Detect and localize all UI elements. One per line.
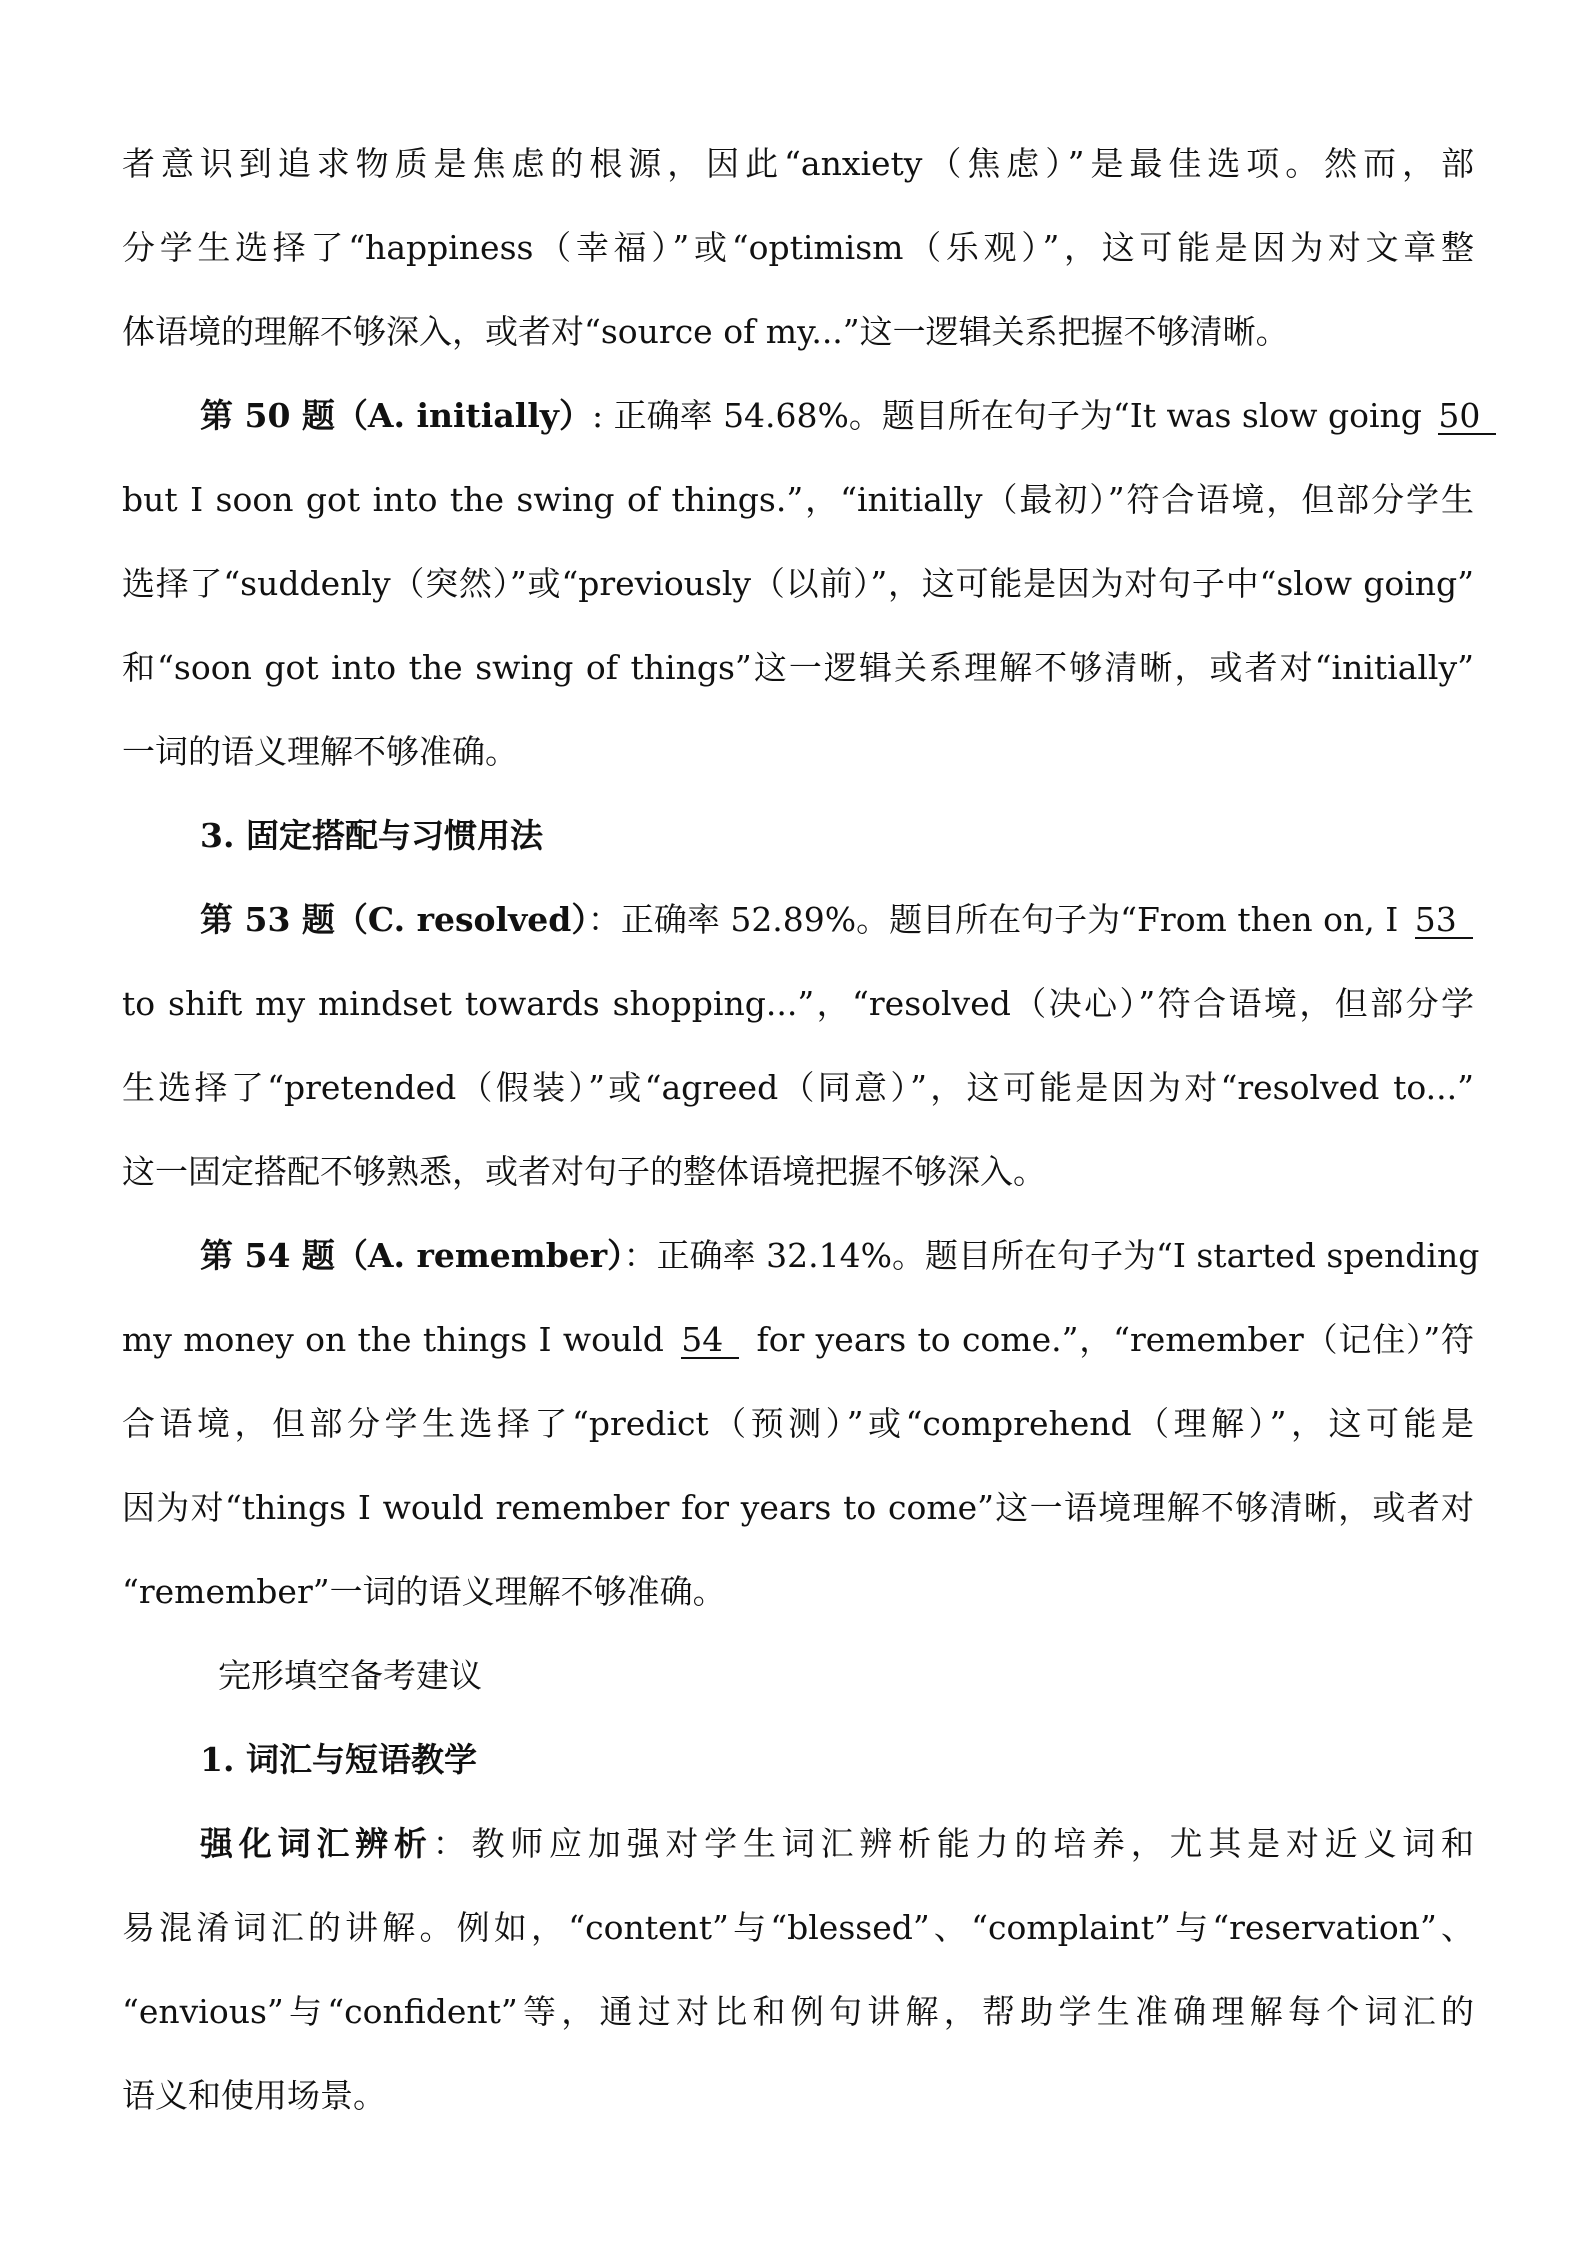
q54-first-line: [200, 1234, 1480, 1278]
q50-text: : 正确率 54.68%。题目所在句子为“It was slow going: [591, 396, 1433, 435]
q53-first-line: [200, 898, 1474, 942]
section-heading-1: 1. 词汇与短语教学: [200, 1740, 477, 1779]
advice-heading: 完形填空备考建议: [218, 1656, 482, 1695]
vocab-text: ：教师应加强对学生词汇辨析能力的培养，尤其是对近义词和: [432, 1824, 1474, 1863]
q53-label: 第 53 题（C. resolved）: [200, 900, 588, 939]
paragraph-line: “remember”一词的语义理解不够准确。: [122, 1572, 726, 1611]
q54-text-a: my money on the things I would: [122, 1320, 676, 1359]
q50-label: 第 50 题（A. initially）: [200, 396, 592, 435]
blank-50: 50: [1438, 399, 1496, 435]
paragraph-line: 语义和使用场景。: [122, 2076, 386, 2115]
paragraph-line: to shift my mindset towards shopping...”，“resolved（决心）”符合语境，但部分学: [122, 984, 1474, 1023]
q54-text-b: for years to come.”，“remember（记住）”符: [745, 1320, 1474, 1359]
paragraph-line: 一词的语义理解不够准确。: [122, 732, 518, 771]
paragraph-line: but I soon got into the swing of things.”，“initially（最初）”符合语境，但部分学生: [122, 480, 1474, 519]
paragraph-line: 分学生选择了“happiness（幸福）”或“optimism（乐观）”，这可能是因为对文章整: [122, 228, 1474, 267]
q53-text: ：正确率 52.89%。题目所在句子为“From then on, I: [587, 900, 1409, 939]
q54-second-line: [122, 1318, 1474, 1362]
vocab-first-line: [200, 1822, 1474, 1866]
vocab-label: 强化词汇辨析: [200, 1824, 433, 1863]
paragraph-line: 选择了“suddenly（突然）”或“previously（以前）”，这可能是因为对句子中“slow going”: [122, 564, 1474, 603]
blank-54: 54: [681, 1323, 739, 1359]
paragraph-line: 因为对“things I would remember for years to come”这一语境理解不够清晰，或者对: [122, 1488, 1474, 1527]
blank-53: 53: [1415, 903, 1473, 939]
paragraph-line: 体语境的理解不够深入，或者对“source of my...”这一逻辑关系把握不够清晰。: [122, 312, 1289, 351]
section-heading-3: 3. 固定搭配与习惯用法: [200, 816, 543, 855]
q50-first-line: [200, 394, 1481, 438]
paragraph-line: 生选择了“pretended（假装）”或“agreed（同意）”，这可能是因为对“resolved to...”: [122, 1068, 1474, 1107]
q54-label: 第 54 题（A. remember）: [200, 1236, 624, 1275]
paragraph-line: 易混淆词汇的讲解。例如，“content”与“blessed”、“complaint”与“reservation”、: [122, 1908, 1474, 1947]
paragraph-line: 者意识到追求物质是焦虑的根源，因此“anxiety（焦虑）”是最佳选项。然而，部: [122, 144, 1474, 183]
paragraph-line: 和“soon got into the swing of things”这一逻辑关系理解不够清晰，或者对“initially”: [122, 648, 1474, 687]
q54-text: ：正确率 32.14%。题目所在句子为“I started spending: [623, 1236, 1480, 1275]
paragraph-line: 这一固定搭配不够熟悉，或者对句子的整体语境把握不够深入。: [122, 1152, 1046, 1191]
paragraph-line: 合语境，但部分学生选择了“predict（预测）”或“comprehend（理解）”，这可能是: [122, 1404, 1474, 1443]
paragraph-line: “envious”与“confident”等，通过对比和例句讲解，帮助学生准确理解每个词汇的: [122, 1992, 1474, 2031]
